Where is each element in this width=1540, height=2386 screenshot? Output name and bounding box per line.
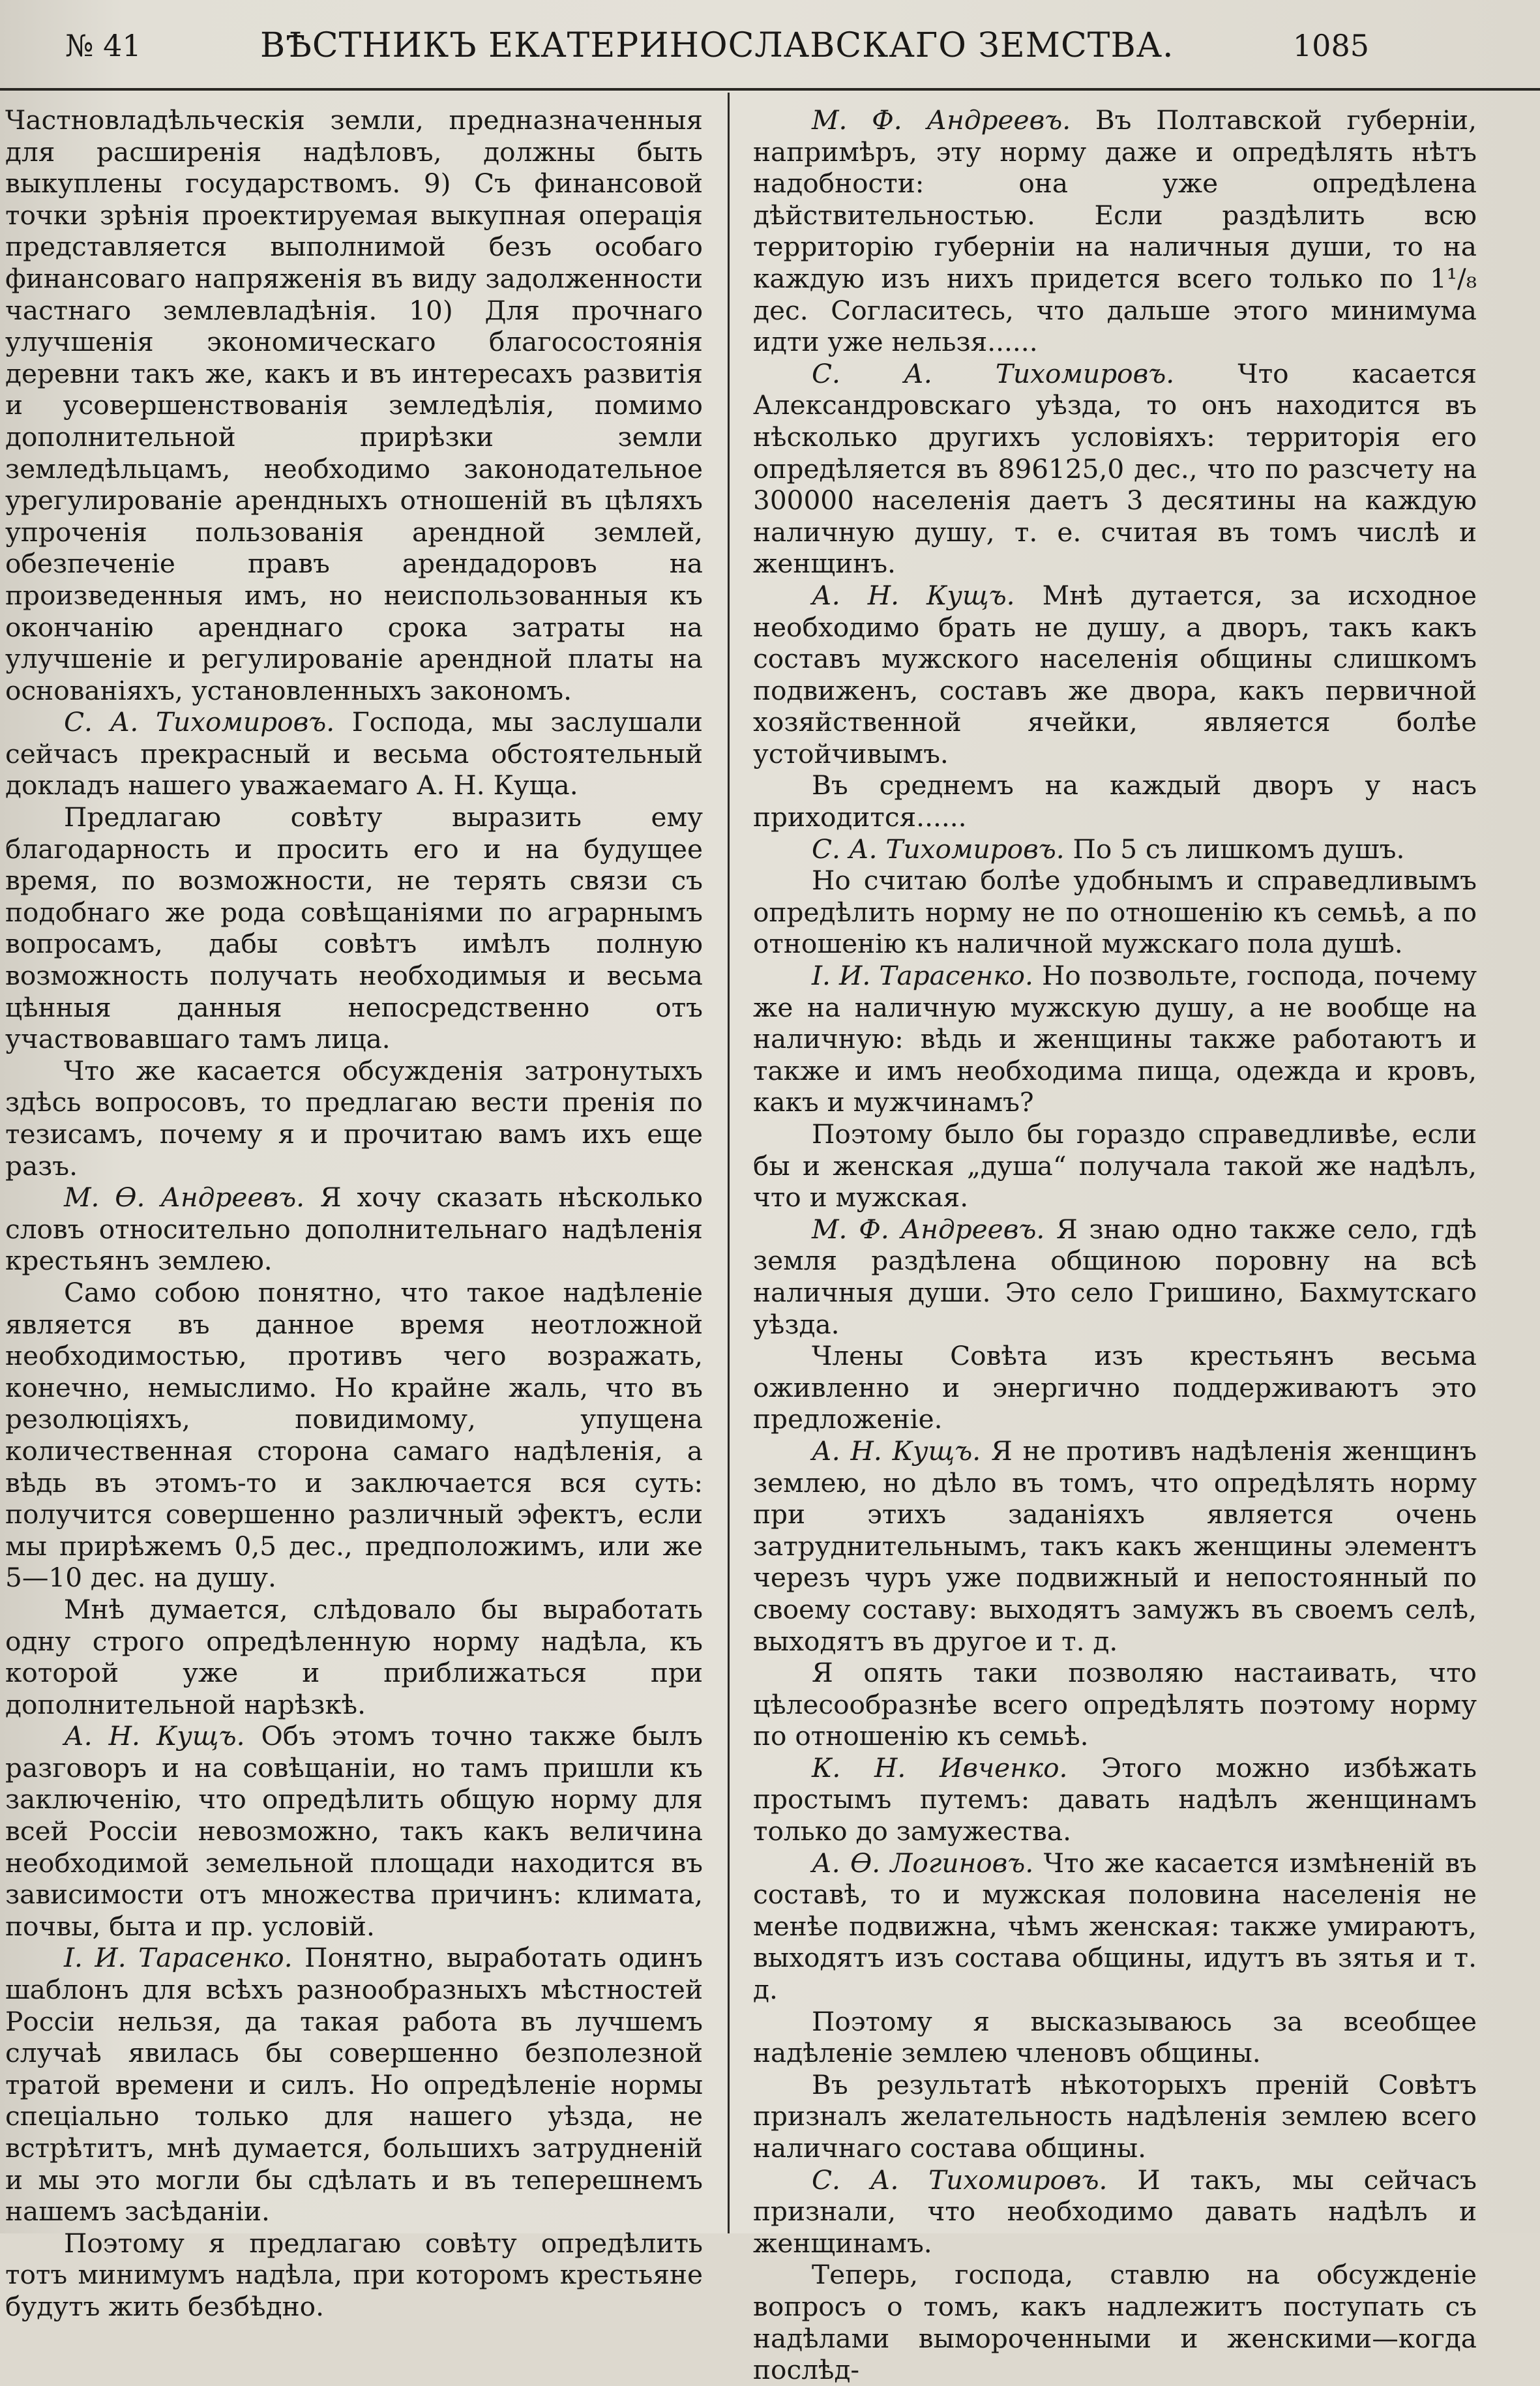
left-column <box>5 104 703 2322</box>
paragraph: А. Н. Кущъ. Мнѣ дутается, за исходное необходимо брать не душу, а дворъ, такъ какъ составъ мужского населенія общины слишкомъ подвиженъ, составъ же двора, какъ первичной хозяйственной ячейки, является болѣе устойчивымъ. <box>753 579 1477 769</box>
paragraph: Теперь, господа, ставлю на обсужденіе вопросъ о томъ, какъ надлежитъ поступать съ надѣлами вымороченными и женскими—когда послѣд- <box>753 2259 1477 2386</box>
speaker-name: С. А. Тихомировъ. <box>64 706 335 738</box>
paragraph: Члены Совѣта изъ крестьянъ весьма оживленно и энергично поддерживаютъ это предложеніе. <box>753 1340 1477 1435</box>
column-divider <box>728 93 730 2233</box>
paragraph: С. А. Тихомировъ. Что касается Александровскаго уѣзда, то онъ находится въ нѣсколько другихъ условіяхъ: территорія его опредѣляется въ 896125,0 дес., что по разсчету на 300000 населенія даетъ 3 десятины на каждую наличную душу, т. е. считая въ томъ числѣ и женщинъ. <box>753 357 1477 580</box>
speaker-name: М. Ф. Андреевъ. <box>812 1213 1045 1245</box>
speaker-name: С. А. Тихомировъ. <box>812 833 1065 865</box>
paragraph: Но считаю болѣе удобнымъ и справедливымъ опредѣлить норму не по отношенію къ семьѣ, а по отношенію къ наличной мужскаго пола душѣ. <box>753 865 1477 960</box>
paragraph: І. И. Тарасенко. Но позвольте, господа, почему же на наличную мужскую душу, а не вообще на наличную: вѣдь и женщины также работаютъ и также и имъ необходима пища, одежда и кровъ, какъ и мужчинамъ? <box>753 960 1477 1118</box>
speaker-name: С. А. Тихомировъ. <box>812 357 1175 389</box>
speaker-name: С. А. Тихомировъ. <box>812 2164 1108 2196</box>
paragraph: Поэтому было бы гораздо справедливѣе, если бы и женская „душа“ получала такой же надѣлъ, что и мужская. <box>753 1118 1477 1214</box>
paragraph: Поэтому я предлагаю совѣту опредѣлить тотъ минимумъ надѣла, при которомъ крестьяне будутъ жить безбѣдно. <box>5 2227 703 2322</box>
paragraph: І. И. Тарасенко. Понятно, выработать одинъ шаблонъ для всѣхъ разнообразныхъ мѣстностей Россіи нельзя, да такая работа въ лучшемъ случаѣ явилась бы совершенно безполезной тратой времени и силъ. Но опредѣленіе нормы спеціально только для нашего уѣзда, не встрѣтитъ, мнѣ думается, большихъ затрудненій и мы это могли бы сдѣлать и въ теперешнемъ нашемъ засѣданіи. <box>5 1942 703 2228</box>
paragraph: А. Н. Кущъ. Объ этомъ точно также былъ разговоръ и на совѣщаніи, но тамъ пришли къ заключенію, что опредѣлить общую норму для всей Россіи невозможно, такъ какъ величина необходимой земельной площади находится въ зависимости отъ множества причинъ: климата, почвы, быта и пр. условій. <box>5 1720 703 1942</box>
paragraph: С. А. Тихомировъ. Господа, мы заслушали сейчасъ прекрасный и весьма обстоятельный докладъ нашего уважаемаго А. Н. Куща. <box>5 706 703 801</box>
speaker-name: М. Ѳ. Андреевъ. <box>64 1182 305 1214</box>
right-column <box>753 104 1477 2386</box>
speaker-name: А. Н. Кущъ. <box>64 1720 245 1752</box>
paragraph: Поэтому я высказываюсь за всеобщее надѣленіе землею членовъ общины. <box>753 2005 1477 2069</box>
paragraph: Мнѣ думается, слѣдовало бы выработать одну строго опредѣленную норму надѣла, къ которой уже и приближаться при дополнительной нарѣзкѣ. <box>5 1593 703 1720</box>
paragraph: С. А. Тихомировъ. И такъ, мы сейчасъ признали, что необходимо давать надѣлъ и женщинамъ. <box>753 2164 1477 2259</box>
paragraph: К. Н. Ивченко. Этого можно избѣжать простымъ путемъ: давать надѣлъ женщинамъ только до замужества. <box>753 1752 1477 1847</box>
paragraph: А. Ѳ. Логиновъ. Что же касается измѣненій въ составѣ, то и мужская половина населенія не менѣе подвижна, чѣмъ женская: также умираютъ, выходятъ изъ состава общины, идутъ въ зятья и т. д. <box>753 1847 1477 2006</box>
paragraph: Я опять таки позволяю настаивать, что цѣлесообразнѣе всего опредѣлять поэтому норму по отношенію къ семьѣ. <box>753 1657 1477 1752</box>
paragraph: Что же касается обсужденія затронутыхъ здѣсь вопросовъ, то предлагаю вести пренія по тезисамъ, почему я и прочитаю вамъ ихъ еще разъ. <box>5 1054 703 1182</box>
paragraph: М. Ѳ. Андреевъ. Я хочу сказать нѣсколько словъ относительно дополнительнаго надѣленія крестьянъ землею. <box>5 1182 703 1277</box>
paragraph: С. А. Тихомировъ. По 5 съ лишкомъ душъ. <box>812 833 1405 865</box>
speaker-name: А. Н. Кущъ. <box>812 1435 981 1467</box>
speaker-name: М. Ф. Андреевъ. <box>812 104 1071 136</box>
paragraph: Въ результатѣ нѣкоторыхъ преній Совѣтъ призналъ желательность надѣленія землею всего наличнаго состава общины. <box>753 2068 1477 2164</box>
page-header <box>65 20 1369 72</box>
speaker-name: І. И. Тарасенко. <box>812 960 1033 992</box>
speaker-name: К. Н. Ивченко. <box>812 1752 1068 1783</box>
paragraph: Само собою понятно, что такое надѣленіе является въ данное время неотложной необходимостью, противъ чего возражать, конечно, немыслимо. Но крайне жаль, что въ резолюціяхъ, повидимому, упущена количественная сторона самаго надѣленія, а вѣдь въ этомъ-то и заключается вся суть: получится совершенно различный эфектъ, если мы прирѣжемъ 0,5 дес., предположимъ, или же 5—10 дес. на душу. <box>5 1276 703 1594</box>
paragraph: Частновладѣльческія земли, предназначенныя для расширенія надѣловъ, должны быть выкуплены государствомъ. 9) Съ финансовой точки зрѣнія проектируемая выкупная операція представляется выполнимой безъ особаго финансоваго напряженія въ виду задолженности частнаго землевладѣнія. 10) Для прочнаго улучшенія экономическаго благосостоянія деревни такъ же, какъ и въ интересахъ развитія и усовершенствованія земледѣлія, помимо дополнительной прирѣзки земли земледѣльцамъ, необходимо законодательное урегулированіе арендныхъ отношеній въ цѣляхъ упроченія пользованія арендной землей, обезпеченіе правъ арендадоровъ на произведенныя имъ, но неиспользованныя къ окончанію аренднаго срока затраты на улучшеніе и регулированіе арендной платы на основаніяхъ, установленныхъ закономъ. <box>5 104 703 706</box>
speaker-name: А. Ѳ. Логиновъ. <box>812 1847 1034 1879</box>
issue-number: № 41 <box>65 28 141 63</box>
speaker-name: А. Н. Кущъ. <box>812 579 1015 611</box>
paragraph: М. Ф. Андреевъ. Я знаю одно также село, гдѣ земля раздѣлена общиною поровну на всѣ наличныя души. Это село Гришино, Бахмутскаго уѣзда. <box>753 1213 1477 1340</box>
speaker-name: І. И. Тарасенко. <box>64 1942 293 1974</box>
paragraph: Предлагаю совѣту выразить ему благодарность и просить его и на будущее время, по возможности, не терять связи съ подобнаго же рода совѣщаніями по аграрнымъ вопросамъ, дабы совѣтъ имѣлъ полную возможность получать необходимыя и весьма цѣнныя данныя непосредственно отъ участвовавшаго тамъ лица. <box>5 801 703 1055</box>
page-number: 1085 <box>1292 28 1369 63</box>
journal-title: ВѢСТНИКЪ ЕКАТЕРИНОСЛАВСКАГО ЗЕМСТВА. <box>260 26 1174 65</box>
paragraph: Въ среднемъ на каждый дворъ у насъ приходится...... <box>753 769 1477 833</box>
paragraph: М. Ф. Андреевъ. Въ Полтавской губерніи, напримѣръ, эту норму даже и опредѣлять нѣтъ надобности: она уже опредѣлена дѣйствительностью. Если раздѣлить всю территорію губерніи на наличныя души, то на каждую изъ нихъ придется всего только по 1¹/₈ дес. Согласитесь, что дальше этого минимума идти уже нельзя...... <box>753 104 1477 358</box>
header-rule <box>0 88 1540 91</box>
paragraph: А. Н. Кущъ. Я не противъ надѣленія женщинъ землею, но дѣло въ томъ, что опредѣлять норму при этихъ заданіяхъ является очень затруднительнымъ, такъ какъ женщины элементъ черезъ чуръ уже подвижный и непостоянный по своему составу: выходятъ замужъ въ своемъ селѣ, выходятъ въ другое и т. д. <box>753 1435 1477 1657</box>
